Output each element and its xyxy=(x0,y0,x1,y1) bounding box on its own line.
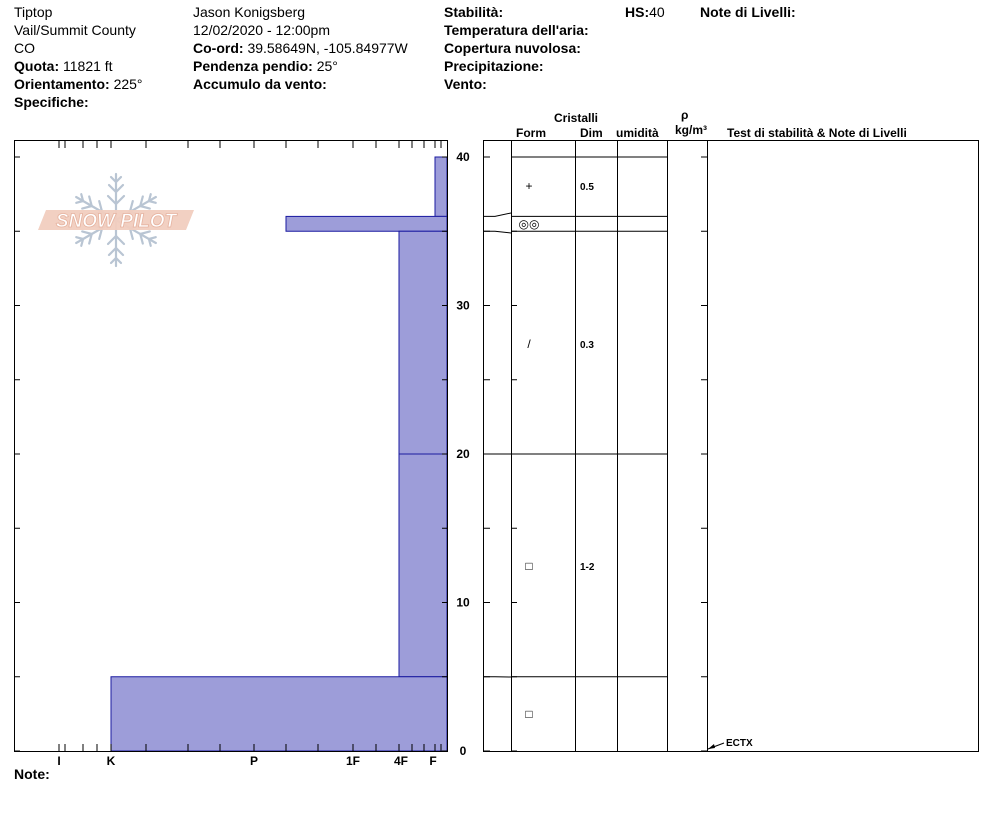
hardness-label-4F: 4F xyxy=(393,754,409,768)
hs-label: HS: xyxy=(625,4,650,20)
crystals-header: Cristalli xyxy=(554,111,599,125)
wind-label: Vento: xyxy=(444,76,487,92)
layer-connector-1 xyxy=(484,213,511,216)
hardness-label-I: I xyxy=(57,754,61,768)
elevation-label: Quota: xyxy=(14,58,60,74)
grain-form-faceted-crystals-icon: □ xyxy=(525,707,533,721)
datetime: 12/02/2020 - 12:00pm xyxy=(193,22,330,38)
grain-form-faceted-crystals-icon: □ xyxy=(525,559,533,573)
aspect-value: 225° xyxy=(113,76,143,92)
depth-label-0: 0 xyxy=(459,744,467,758)
wind-loading-label: Accumulo da vento: xyxy=(193,76,327,92)
dim-header: Dim xyxy=(580,126,603,140)
aspect-label: Orientamento: xyxy=(14,76,110,92)
logo-text: SNOW PILOT xyxy=(55,211,177,232)
grain-size-2: 0.3 xyxy=(580,340,594,351)
moisture-header: umidità xyxy=(616,126,659,140)
test-arrow-icon xyxy=(708,744,715,749)
hardness-bar-0 xyxy=(435,157,447,216)
stability-label: Stabilità: xyxy=(444,4,504,20)
region: Vail/Summit County xyxy=(14,22,136,38)
grain-size-0: 0.5 xyxy=(580,182,594,193)
stability-tests xyxy=(708,738,753,749)
grain-form-decomposing-fragments-icon: / xyxy=(527,337,531,351)
depth-label-10: 10 xyxy=(456,595,470,610)
hs-value: 40 xyxy=(649,4,665,20)
hardness-frame xyxy=(15,141,448,752)
depth-label-40: 40 xyxy=(456,150,470,164)
depth-label-30: 30 xyxy=(456,298,470,313)
form-header: Form xyxy=(516,126,546,140)
hardness-ticks xyxy=(57,141,441,768)
location: Tiptop xyxy=(14,4,53,20)
hardness-label-P: P xyxy=(249,754,259,768)
layer-notes-label: Note di Livelli: xyxy=(700,4,796,20)
crystal-frame xyxy=(484,141,979,752)
grain-size-3: 1-2 xyxy=(580,562,595,573)
precip-label: Precipitazione: xyxy=(444,58,544,74)
rho-header: ρ xyxy=(681,108,689,122)
hardness-label-K: K xyxy=(106,754,116,768)
hardness-bar-1 xyxy=(286,216,447,231)
specifics-label: Specifiche: xyxy=(14,94,89,110)
depth-label-20: 20 xyxy=(456,447,470,461)
hardness-label-1F: 1F xyxy=(345,754,361,768)
hardness-label-F: F xyxy=(429,754,437,768)
hardness-bar-4 xyxy=(111,677,447,751)
test-label-ECTX: ECTX xyxy=(726,738,753,749)
cloud-label: Copertura nuvolosa: xyxy=(444,40,581,56)
hardness-bar-3 xyxy=(399,454,447,677)
coords-label: Co-ord: xyxy=(193,40,244,56)
layer-connector-2 xyxy=(484,231,511,233)
notes-label: Note: xyxy=(14,766,50,782)
slope-label: Pendenza pendio: xyxy=(193,58,313,74)
air-temp-label: Temperatura dell'aria: xyxy=(444,22,589,38)
coords-value: 39.58649N, -105.84977W xyxy=(247,40,408,56)
slope-value: 25° xyxy=(316,58,338,74)
elevation-value: 11821 ft xyxy=(63,58,113,74)
density-unit-header: kg/m³ xyxy=(675,123,708,137)
tests-header: Test di stabilità & Note di Livelli xyxy=(727,126,907,140)
state: CO xyxy=(14,40,35,56)
hardness-bar-2 xyxy=(399,231,447,454)
observer: Jason Konigsberg xyxy=(193,4,306,20)
hardness-layers xyxy=(111,157,447,751)
grain-form-precipitation-particles-icon: + xyxy=(525,179,533,193)
crystal-grid xyxy=(484,141,708,751)
grain-form-melt-forms-icon: ◎◎ xyxy=(518,217,540,231)
